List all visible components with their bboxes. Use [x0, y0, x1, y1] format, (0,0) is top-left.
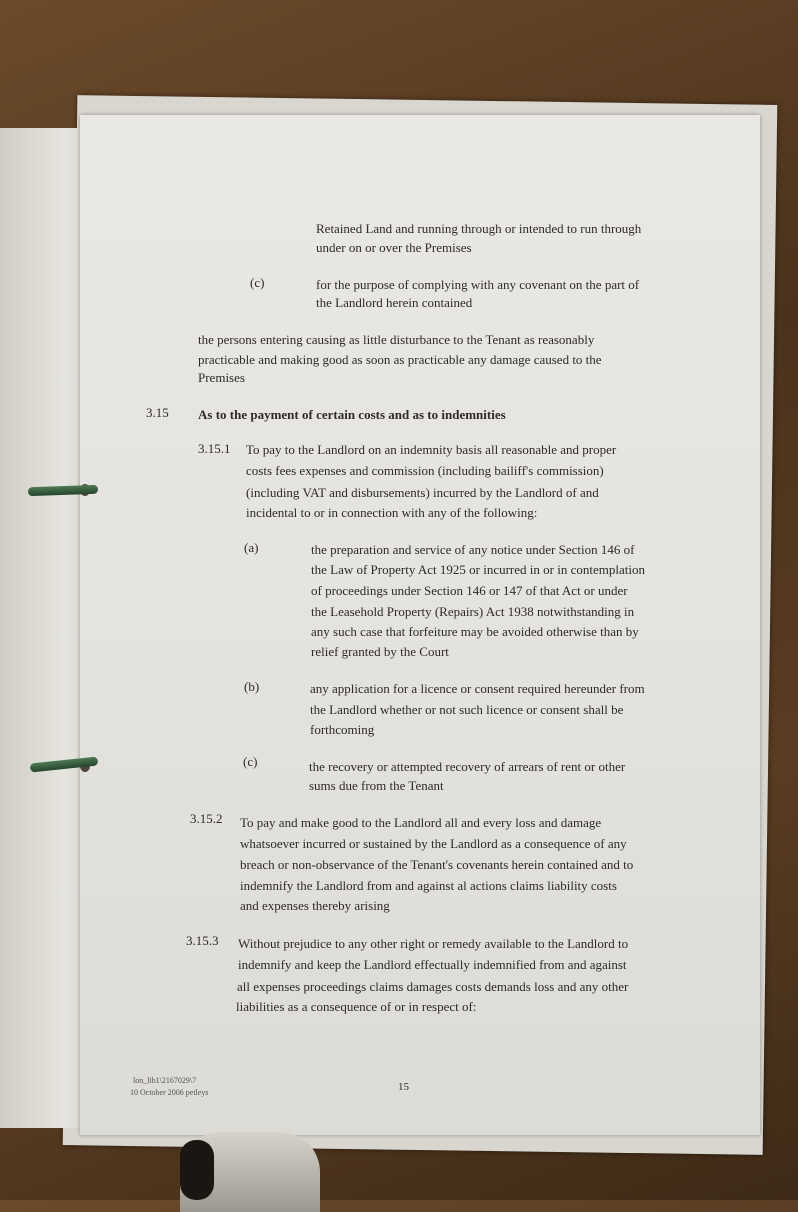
clause-line: Without prejudice to any other right or remedy available to the Landlord to: [238, 936, 629, 951]
footer-date: 10 October 2006 petleys: [130, 1088, 209, 1097]
clause-line: costs fees expenses and commission (including bailiff's commission): [246, 463, 604, 478]
clause-number: 3.15.3: [186, 933, 219, 948]
clause-line: breach or non-observance of the Tenant's covenants herein contained and to: [240, 857, 634, 872]
paragraph-line: practicable and making good as soon as practicable any damage caused to the: [198, 352, 602, 367]
clause-line: indemnify the Landlord from and against al actions claims liability costs: [240, 878, 617, 893]
clause-line: whatsoever incurred or sustained by the Landlord as a consequence of any: [240, 836, 627, 851]
paragraph-line: Premises: [198, 370, 245, 385]
item-text-line: the Leasehold Property (Repairs) Act 1938 notwithstanding in: [311, 604, 635, 619]
continuation-line: Retained Land and running through or intended to run through: [316, 221, 642, 236]
clause-line: (including VAT and disbursements) incurred by the Landlord of and: [246, 485, 599, 500]
section-number: 3.15: [146, 405, 169, 420]
section-heading: As to the payment of certain costs and as to indemnities: [198, 407, 506, 422]
item-text-line: the Landlord whether or not such licence or consent shall be: [310, 702, 624, 717]
clause-line: To pay and make good to the Landlord all and every loss and damage: [240, 815, 602, 830]
item-label: (a): [244, 540, 259, 555]
item-text-line: the Law of Property Act 1925 or incurred in or in contemplation: [311, 562, 645, 577]
clause-line: indemnify and keep the Landlord effectually indemnified from and against: [238, 957, 627, 972]
item-text-line: for the purpose of complying with any covenant on the part of: [316, 277, 640, 292]
clause-line: and expenses thereby arising: [240, 898, 390, 913]
clause-line: To pay to the Landlord on an indemnity basis all reasonable and proper: [246, 442, 617, 457]
paragraph-line: the persons entering causing as little disturbance to the Tenant as reasonably: [198, 332, 595, 347]
binder-clip-shadow: [180, 1140, 214, 1200]
item-label: (c): [243, 754, 258, 769]
clause-line: all expenses proceedings claims damages costs demands loss and any other: [237, 979, 629, 994]
page-number: 15: [398, 1081, 409, 1093]
clause-line: incidental to or in connection with any of the following:: [246, 505, 538, 520]
footer-reference: lon_lib1\2167029\7: [133, 1076, 197, 1085]
left-facing-page: [0, 128, 92, 1128]
continuation-line: under on or over the Premises: [316, 240, 472, 255]
item-text-line: sums due from the Tenant: [309, 778, 444, 793]
item-text-line: of proceedings under Section 146 or 147 of that Act or under: [311, 583, 628, 598]
clause-line: liabilities as a consequence of or in respect of:: [236, 999, 477, 1014]
clause-number: 3.15.2: [190, 811, 223, 826]
clause-number: 3.15.1: [198, 441, 231, 456]
item-text-line: the recovery or attempted recovery of arrears of rent or other: [309, 759, 626, 774]
item-text-line: the preparation and service of any notice under Section 146 of: [311, 542, 635, 557]
item-text-line: any such case that forfeiture may be avoided otherwise than by: [311, 624, 639, 639]
item-label: (b): [244, 679, 260, 694]
item-text-line: any application for a licence or consent required hereunder from: [310, 681, 645, 696]
item-label: (c): [250, 275, 265, 290]
item-text-line: relief granted by the Court: [311, 644, 449, 659]
item-text-line: the Landlord herein contained: [316, 295, 473, 310]
item-text-line: forthcoming: [310, 722, 375, 737]
